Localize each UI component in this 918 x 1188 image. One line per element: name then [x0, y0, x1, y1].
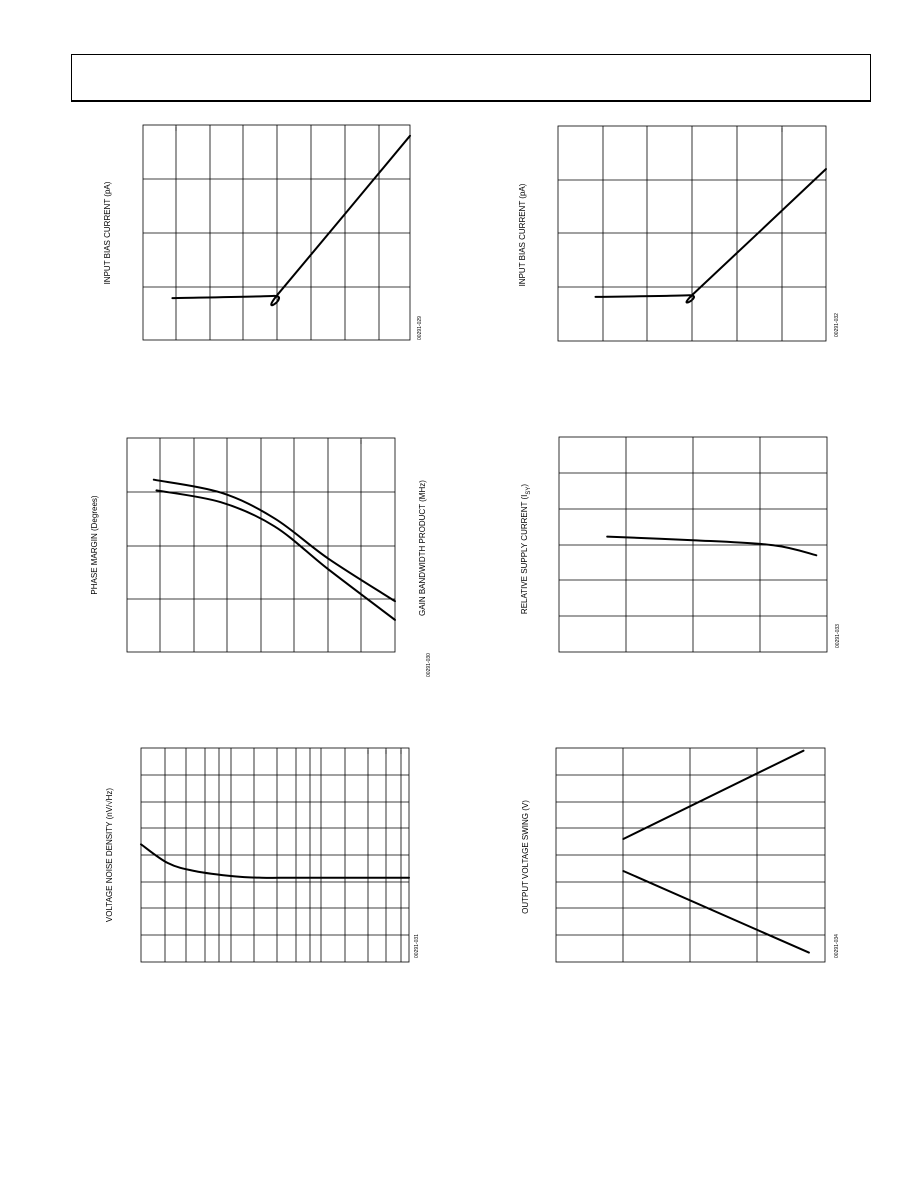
figure-number: 00291-033	[835, 624, 841, 648]
series-line-1	[141, 844, 409, 878]
chart-input-bias-current-right	[518, 126, 840, 341]
y-axis-label: INPUT BIAS CURRENT (pA)	[103, 181, 112, 285]
figure-number: 00291-029	[417, 316, 423, 340]
plot-frame	[143, 125, 410, 340]
figure-number: 00291-032	[834, 313, 840, 337]
series-line-1	[172, 136, 410, 305]
chart-input-bias-current-left	[103, 125, 423, 340]
y-axis-label: INPUT BIAS CURRENT (pA)	[518, 183, 527, 287]
chart-voltage-noise-density	[105, 748, 420, 962]
figure-number: 00291-030	[426, 653, 432, 677]
y-axis-label: OUTPUT VOLTAGE SWING (V)	[521, 800, 530, 914]
y-axis-label: PHASE MARGIN (Degrees)	[90, 495, 99, 595]
y-axis-label-secondary: GAIN BANDWIDTH PRODUCT (MHz)	[418, 480, 427, 616]
series-line-2	[623, 871, 809, 953]
chart-phase-margin-gbw	[90, 438, 432, 677]
series-line-2	[157, 490, 396, 620]
y-axis-label: RELATIVE SUPPLY CURRENT $(I_{SY})$	[520, 483, 532, 615]
series-line-1	[154, 480, 395, 602]
y-axis-label: VOLTAGE NOISE DENSITY (nV/√Hz)	[105, 787, 114, 923]
chart-output-voltage-swing	[521, 748, 840, 962]
series-line-1	[596, 169, 827, 303]
figure-number: 00291-031	[414, 934, 420, 958]
figure-number: 00291-034	[834, 934, 840, 958]
series-line-1	[607, 537, 816, 556]
series-line-1	[623, 751, 803, 839]
chart-relative-supply-current	[520, 437, 841, 652]
